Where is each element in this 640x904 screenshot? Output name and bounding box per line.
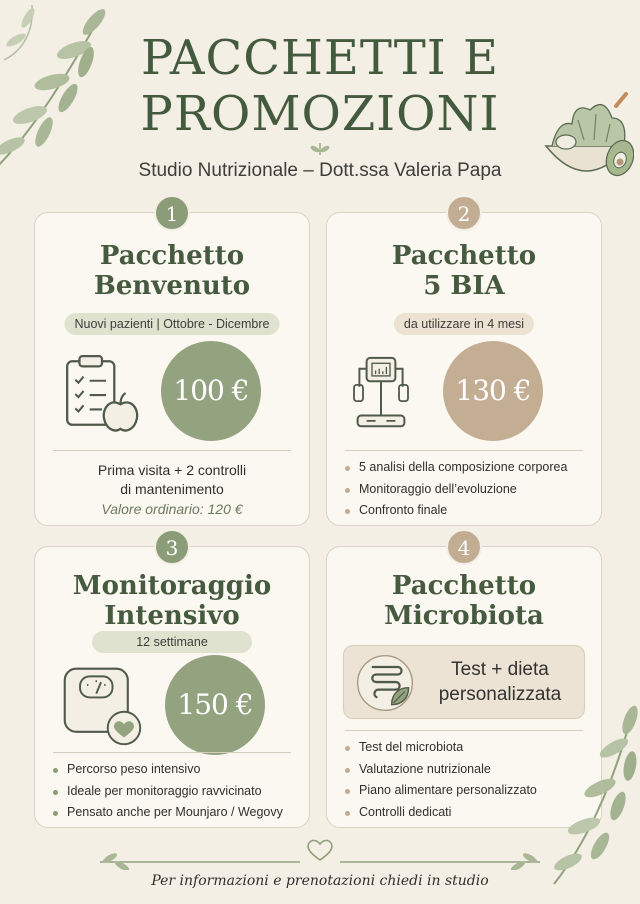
list-item: Piano alimentare personalizzato: [343, 780, 593, 802]
subtitle: Studio Nutrizionale – Dott.ssa Valeria Papa: [138, 160, 502, 181]
card-title-line2: Intensivo: [104, 601, 240, 631]
footer-note: Per informazioni e prenotazioni chiedi in studio: [151, 873, 489, 889]
list-item: Pensato anche per Mounjaro / Wegovy: [51, 802, 301, 824]
card-title: [327, 241, 601, 301]
page-title-line2: PROMOZIONI: [140, 86, 500, 142]
clipboard-apple-icon: [61, 351, 143, 433]
card-title-line1: Monitoraggio: [72, 571, 272, 601]
card-description-line1: Prima visita + 2 controlli: [97, 462, 247, 478]
intestine-leaf-icon: [352, 650, 418, 716]
card-tag: da utilizzare in 4 mesi: [394, 313, 534, 335]
list-item: Percorso peso intensivo: [51, 759, 301, 781]
list-item: Confronto finale: [343, 500, 593, 522]
card-number-badge: 3: [154, 529, 190, 565]
card-pacchetto-benvenuto: [34, 202, 310, 526]
card-title-line1: Pacchetto: [391, 571, 537, 601]
card-title-line1: Pacchetto: [99, 241, 245, 271]
list-item: Ideale per monitoraggio ravvicinato: [51, 781, 301, 803]
microbiota-box-line1: Test + dieta: [451, 659, 549, 680]
list-item: Monitoraggio dell’evoluzione: [343, 479, 593, 501]
list-item: 5 analisi della composizione corporea: [343, 457, 593, 479]
feature-list: [51, 759, 301, 824]
card-tag: Nuovi pazienti | Ottobre - Dicembre: [65, 313, 280, 335]
sprig-icon: [306, 140, 334, 156]
weight-scale-heart-icon: [59, 663, 145, 749]
bia-scale-icon: [345, 349, 417, 437]
card-title: [327, 571, 601, 631]
card-description: [35, 461, 309, 499]
card-pacchetto-5-bia: [326, 202, 602, 526]
card-number-badge: 1: [154, 195, 190, 231]
list-item: Controlli dedicati: [343, 802, 593, 824]
price-badge: 130 €: [443, 341, 543, 441]
divider: [345, 450, 583, 451]
page-title-line1: PACCHETTI E: [140, 30, 500, 86]
divider: [53, 752, 291, 753]
card-title-line1: Pacchetto: [391, 241, 537, 271]
card-title-line2: Benvenuto: [93, 271, 251, 301]
card-number-badge: 2: [446, 195, 482, 231]
price-badge: 100 €: [161, 341, 261, 441]
heart-divider-icon: [100, 830, 540, 870]
card-monitoraggio-intensivo: [34, 536, 310, 828]
page-title: [0, 30, 640, 142]
feature-list: [343, 457, 593, 522]
regular-price-note: Valore ordinario: 120 €: [101, 501, 243, 517]
list-item: Valutazione nutrizionale: [343, 759, 593, 781]
list-item: Test del microbiota: [343, 737, 593, 759]
card-title: [35, 241, 309, 301]
microbiota-box-line2: personalizzata: [438, 684, 562, 705]
price-badge: 150 €: [165, 655, 265, 755]
divider: [53, 450, 291, 451]
card-title-line2: Microbiota: [384, 601, 544, 631]
card-title: [35, 571, 309, 631]
card-number-badge: 4: [446, 529, 482, 565]
card-tag: 12 settimane: [92, 631, 252, 653]
leaves-decoration-icon: [534, 696, 640, 886]
card-description-line2: di mantenimento: [120, 481, 224, 497]
card-title-line2: 5 BIA: [423, 271, 505, 301]
